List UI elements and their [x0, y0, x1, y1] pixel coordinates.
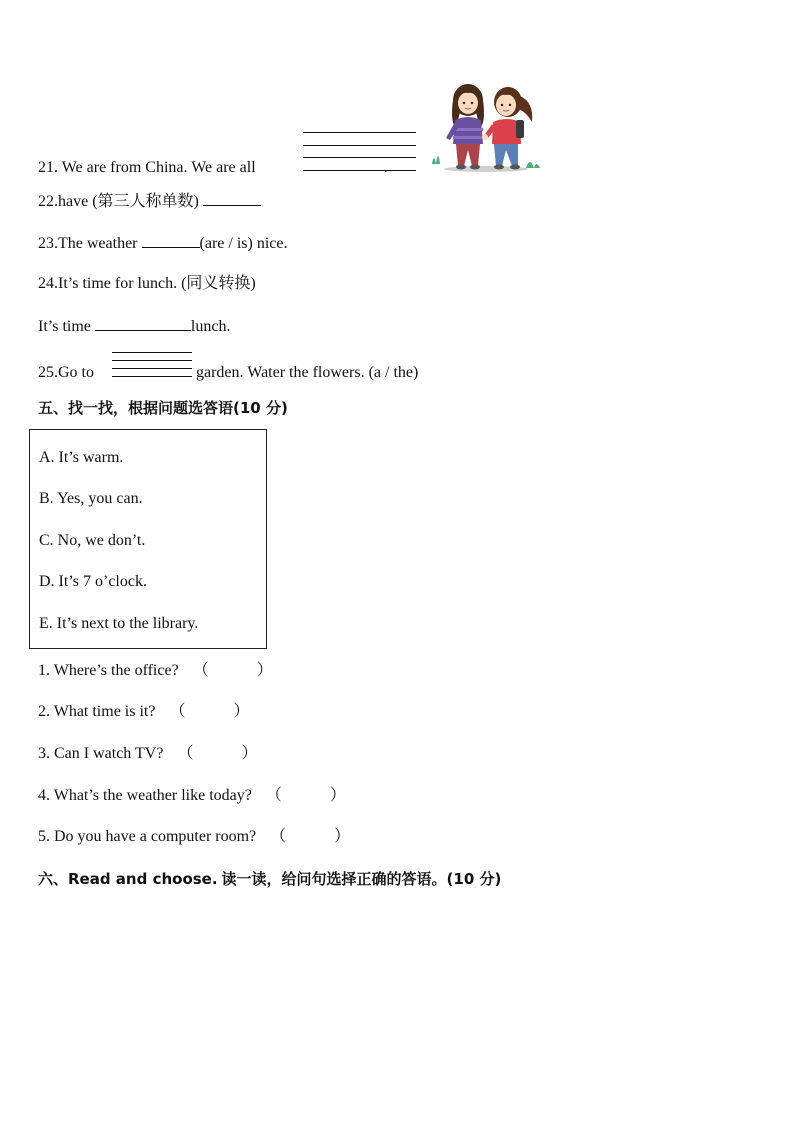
answer-slot-2[interactable]: （ ）	[169, 703, 250, 720]
answer-slot-4[interactable]: （ ）	[265, 787, 346, 804]
match-question-1: 1. Where’s the office? （ ）	[38, 662, 273, 679]
question-21-blank[interactable]	[303, 132, 416, 174]
match-question-2: 2. What time is it? （ ）	[38, 703, 250, 720]
answer-slot-3[interactable]: （ ）	[177, 745, 258, 762]
question-22-text: 22.have (第三人称单数)	[38, 193, 199, 210]
question-23-before: 23.The weather	[38, 235, 138, 252]
question-25-before: 25.Go to	[38, 364, 94, 381]
option-e: E. It’s next to the library.	[39, 615, 199, 632]
question-23-blank[interactable]	[142, 233, 200, 248]
section-6-title-cn: 读一读，给问句选择正确的答语。(10 分)	[221, 870, 502, 888]
section-6-title-en: 六、Read and choose.	[38, 870, 218, 888]
section-5-title: 五、找一找，根据问题选答语(10 分)	[38, 399, 288, 417]
question-22	[38, 191, 261, 212]
question-24-rewrite	[38, 316, 230, 337]
question-25	[38, 363, 418, 383]
question-23-after: (are / is) nice.	[199, 235, 288, 252]
match-question-3: 3. Can I watch TV? （ ）	[38, 745, 258, 762]
match-question-4: 4. What’s the weather like today? （ ）	[38, 787, 346, 804]
match-question-5: 5. Do you have a computer room? （ ）	[38, 828, 351, 845]
section-6-title	[38, 869, 501, 890]
answer-options-box	[29, 429, 267, 649]
option-d: D. It’s 7 o’clock.	[39, 573, 147, 590]
question-24-rewrite-after: lunch.	[190, 318, 231, 335]
two-girls-walking-icon	[428, 82, 542, 174]
question-21-end: .	[383, 159, 388, 176]
question-24-blank[interactable]	[95, 316, 191, 331]
question-23	[38, 233, 287, 254]
question-24	[38, 274, 256, 294]
option-b: B. Yes, you can.	[39, 490, 143, 507]
question-25-after: garden. Water the flowers. (a / the)	[196, 364, 419, 381]
question-25-blank[interactable]	[112, 352, 192, 378]
question-22-blank[interactable]	[203, 191, 261, 206]
answer-slot-5[interactable]: （ ）	[270, 828, 351, 845]
option-c: C. No, we don’t.	[39, 532, 146, 549]
question-24-rewrite-before: It’s time	[38, 318, 91, 335]
question-21-text: 21. We are from China. We are all	[38, 159, 256, 176]
option-a: A. It’s warm.	[39, 449, 124, 466]
answer-slot-1[interactable]: （ ）	[192, 662, 273, 679]
question-24-text: 24.It’s time for lunch. (同义转换)	[38, 275, 256, 292]
